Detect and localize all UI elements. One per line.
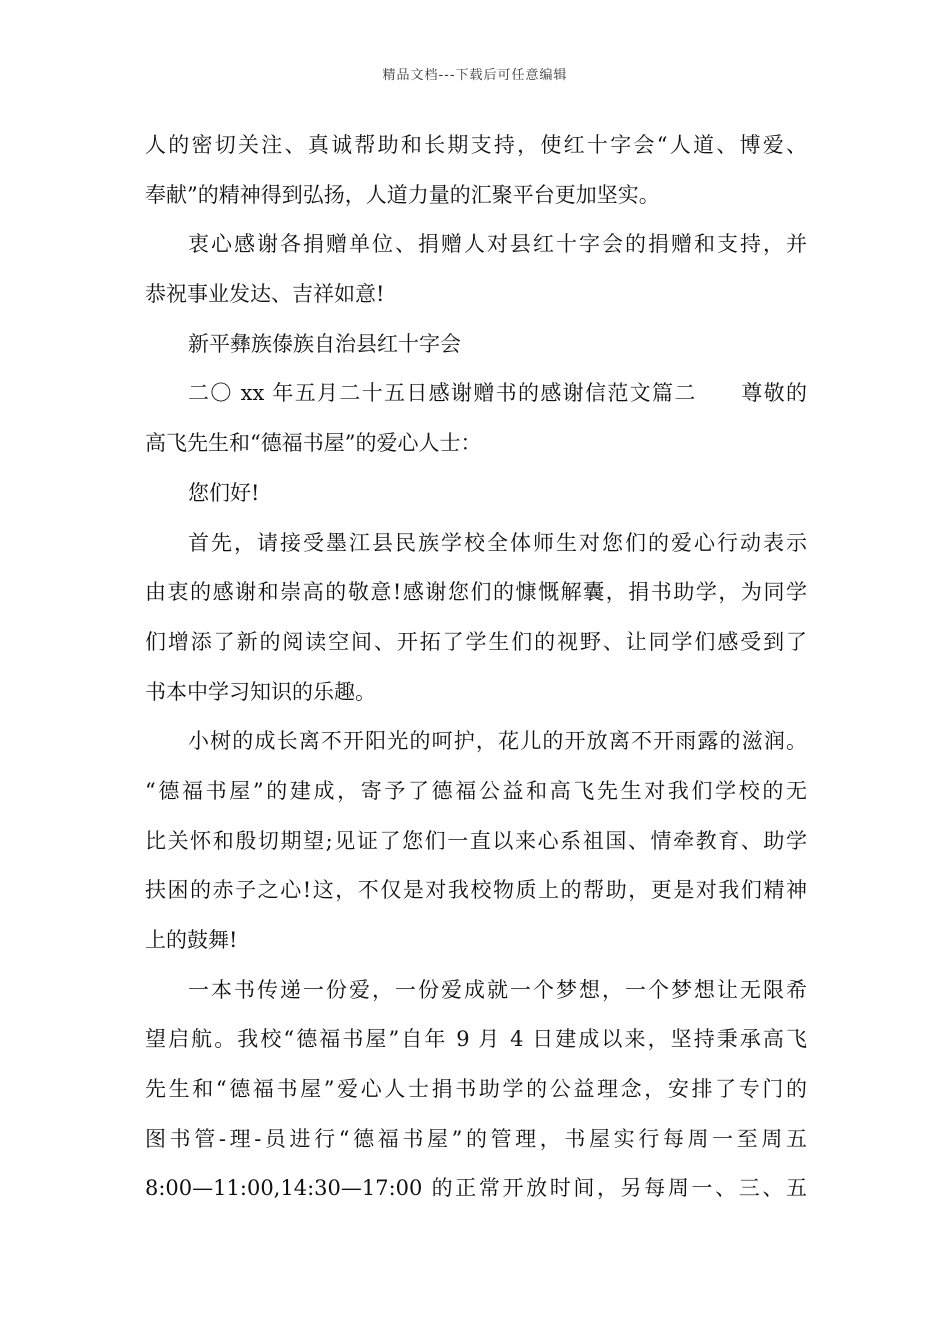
text-line: 一本书传递一份爱，一份爱成就一个梦想，一个梦想让无限希 [188, 977, 807, 1002]
text-line: 比关怀和殷切期望;见证了您们一直以来心系祖国、情牵教育、助学 [145, 828, 807, 853]
page-header: 精品文档---下载后可任意编辑 [382, 68, 568, 83]
text-line: 扶困的赤子之心!这，不仅是对我校物质上的帮助，更是对我们精神 [145, 878, 807, 903]
text-line: 小树的成长离不开阳光的呵护，花儿的开放离不开雨露的滋润。 [188, 729, 807, 754]
text-line: 新平彝族傣族自治县红十字会 [188, 331, 461, 356]
text-line: 图书管-理-员进行“德福书屋”的管理，书屋实行每周一至周五 [145, 1126, 807, 1151]
text-line: 人的密切关注、真诚帮助和长期支持，使红十字会“人道、博爱、 [145, 133, 807, 157]
text-line: 奉献”的精神得到弘扬，人道力量的汇聚平台更加坚实。 [145, 182, 660, 207]
text-line: “德福书屋”的建成，寄予了德福公益和高飞先生对我们学校的无 [145, 778, 807, 803]
text-line: 衷心感谢各捐赠单位、捐赠人对县红十字会的捐赠和支持，并 [188, 232, 807, 257]
text-line: 您们好! [188, 480, 260, 505]
text-line: 二〇 xx 年五月二十五日感谢赠书的感谢信范文篇二 尊敬的 [188, 381, 807, 406]
text-line: 高飞先生和“德福书屋”的爱心人士： [145, 431, 482, 456]
text-line: 先生和“德福书屋”爱心人士捐书助学的公益理念，安排了专门的 [145, 1077, 807, 1102]
text-line: 由衷的感谢和崇高的敬意!感谢您们的慷慨解囊，捐书助学，为同学 [145, 580, 807, 605]
text-line: 恭祝事业发达、吉祥如意! [145, 282, 385, 307]
text-line: 书本中学习知识的乐趣。 [145, 679, 376, 704]
text-line: 8:00—11:00,14:30—17:00 的正常开放时间，另每周一、三、五 [145, 1176, 807, 1201]
letter-body [145, 121, 807, 1214]
text-line: 上的鼓舞! [145, 928, 238, 952]
text-line: 们增添了新的阅读空间、开拓了学生们的视野、让同学们感受到了 [145, 629, 807, 654]
text-line: 首先，请接受墨江县民族学校全体师生对您们的爱心行动表示 [188, 530, 807, 555]
text-line: 望启航。我校“德福书屋”自年 9 月 4 日建成以来，坚持秉承高飞 [145, 1027, 807, 1052]
